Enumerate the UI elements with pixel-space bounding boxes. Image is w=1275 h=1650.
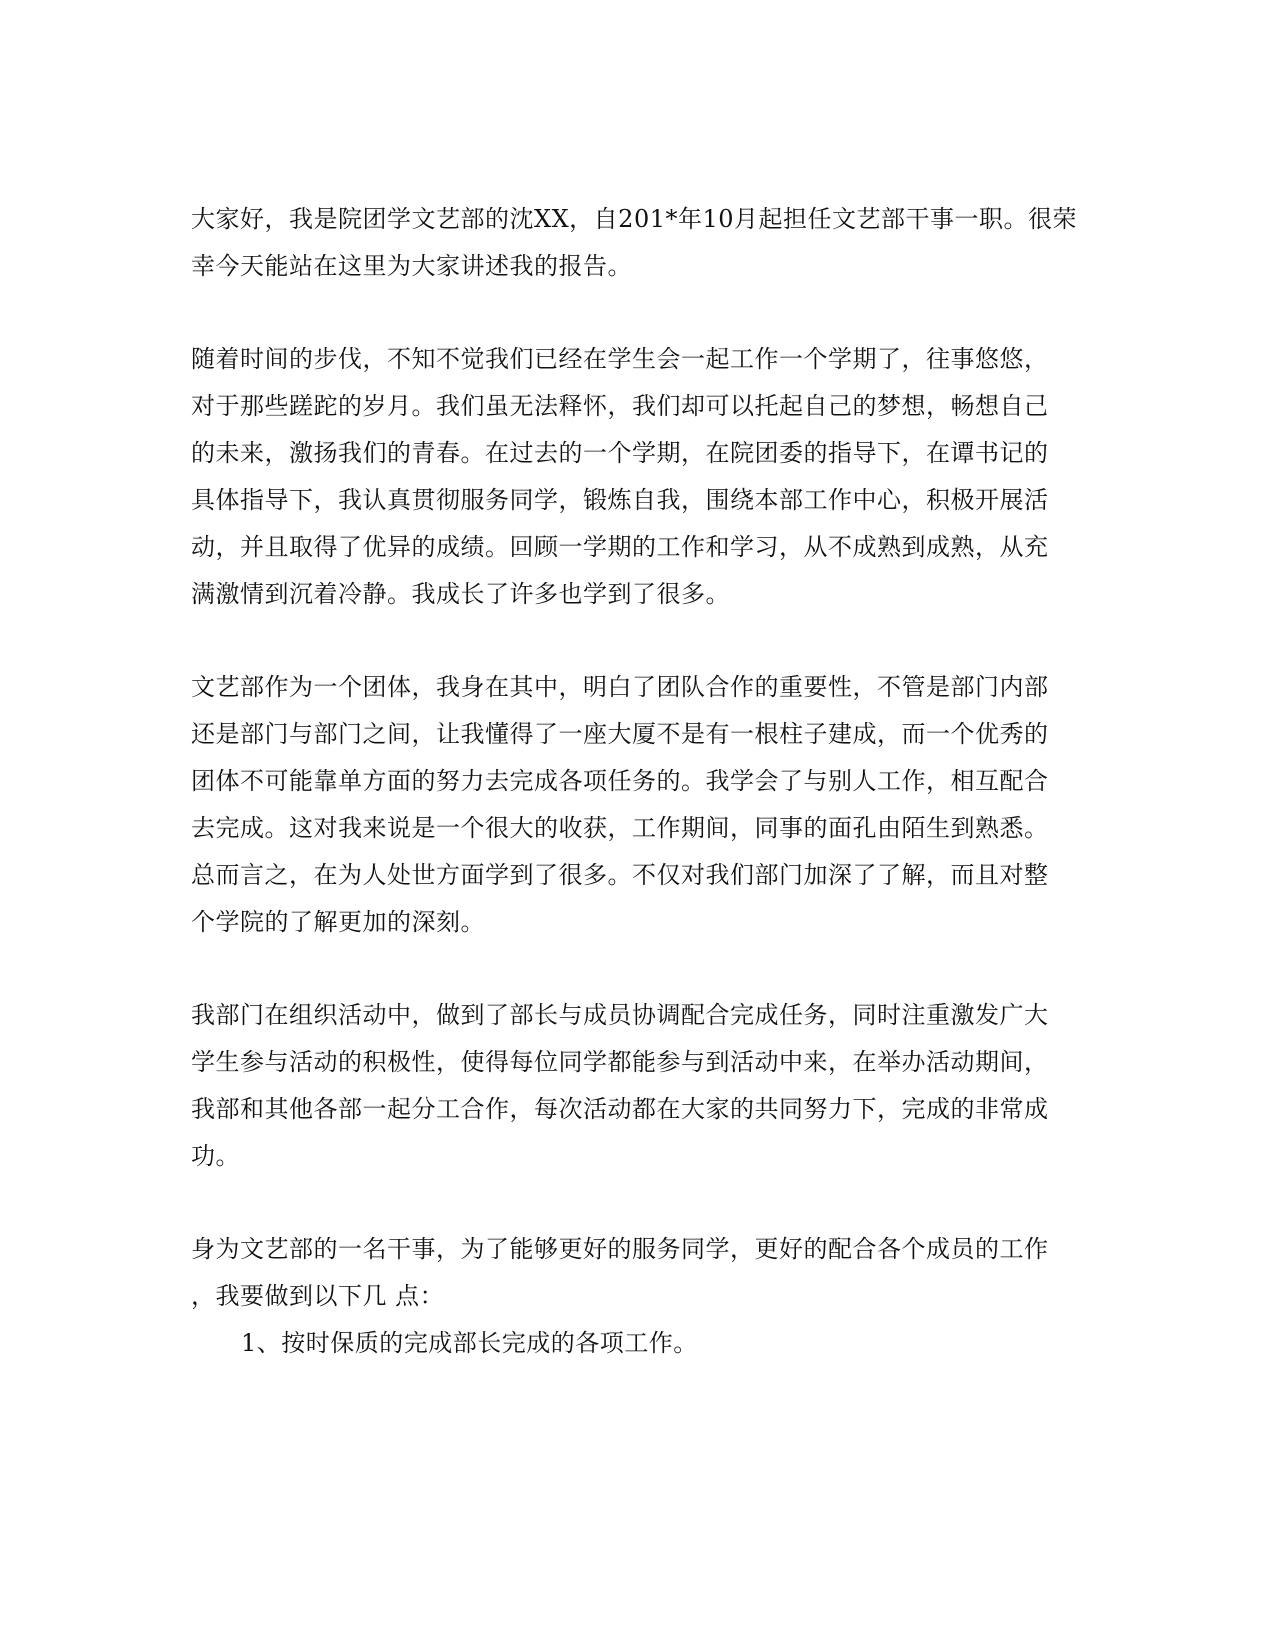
paragraph-5-line-2: ，我要做到以下几 点： xyxy=(191,1282,445,1310)
paragraph-2-line-1: 随着时间的步伐，不知不觉我们已经在学生会一起工作一个学期了，往事悠悠， xyxy=(191,345,1049,373)
paragraph-3-line-6: 个学院的了解更加的深刻。 xyxy=(191,908,485,936)
paragraph-3-line-5: 总而言之，在为人处世方面学到了很多。不仅对我们部门加深了了解，而且对整 xyxy=(191,861,1049,889)
paragraph-4-line-2: 学生参与活动的积极性，使得每位同学都能参与到活动中来，在举办活动期间， xyxy=(191,1048,1049,1076)
paragraph-5-line-1: 身为文艺部的一名干事，为了能够更好的服务同学，更好的配合各个成员的工作 xyxy=(191,1235,1049,1263)
paragraph-2-line-2: 对于那些蹉跎的岁月。我们虽无法释怀，我们却可以托起自己的梦想，畅想自己 xyxy=(191,392,1049,420)
paragraph-1-line-1: 大家好，我是院团学文艺部的沈XX，自201*年10月起担任文艺部干事一职。很荣 xyxy=(191,205,1078,233)
paragraph-2-line-6: 满激情到沉着冷静。我成长了许多也学到了很多。 xyxy=(191,580,730,608)
paragraph-1-line-2: 幸今天能站在这里为大家讲述我的报告。 xyxy=(191,252,632,280)
paragraph-3-line-3: 团体不可能靠单方面的努力去完成各项任务的。我学会了与别人工作，相互配合 xyxy=(191,767,1049,795)
paragraph-2-line-4: 具体指导下，我认真贯彻服务同学，锻炼自我，围绕本部工作中心，积极开展活 xyxy=(191,486,1049,514)
list-item-1: 1、按时保质的完成部长完成的各项工作。 xyxy=(241,1329,698,1357)
paragraph-4-line-3: 我部和其他各部一起分工合作，每次活动都在大家的共同努力下，完成的非常成 xyxy=(191,1095,1049,1123)
paragraph-4-line-4: 功。 xyxy=(191,1142,240,1170)
paragraph-3-line-2: 还是部门与部门之间，让我懂得了一座大厦不是有一根柱子建成，而一个优秀的 xyxy=(191,720,1049,748)
paragraph-3-line-4: 去完成。这对我来说是一个很大的收获，工作期间，同事的面孔由陌生到熟悉。 xyxy=(191,814,1049,842)
paragraph-2-line-5: 动，并且取得了优异的成绩。回顾一学期的工作和学习，从不成熟到成熟，从充 xyxy=(191,533,1049,561)
paragraph-4-line-1: 我部门在组织活动中，做到了部长与成员协调配合完成任务，同时注重激发广大 xyxy=(191,1001,1049,1029)
paragraph-3-line-1: 文艺部作为一个团体，我身在其中，明白了团队合作的重要性，不管是部门内部 xyxy=(191,673,1049,701)
paragraph-2-line-3: 的未来，激扬我们的青春。在过去的一个学期，在院团委的指导下，在谭书记的 xyxy=(191,439,1049,467)
